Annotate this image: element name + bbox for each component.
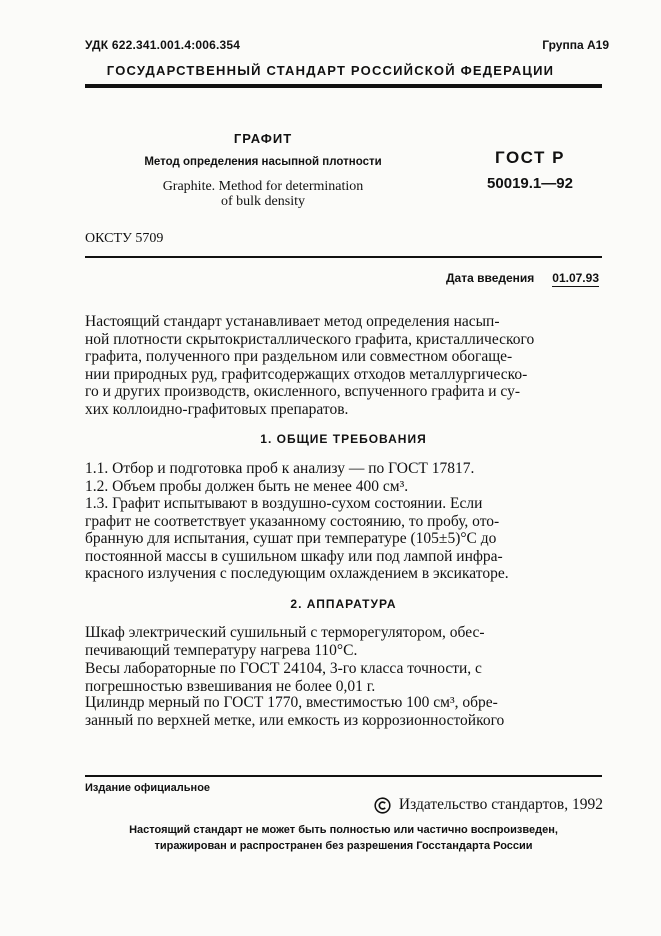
introduction-date-label: Дата введения (445, 271, 535, 285)
document-title: ГРАФИТ (233, 131, 293, 146)
top-rule (85, 84, 602, 88)
apparatus-paragraph-3: Цилиндр мерный по ГОСТ 1770, вместимостью 100 см³, обре- занный по верхней метке, или емкость из коррозионностойкого (85, 694, 505, 729)
copyright-icon (374, 797, 391, 814)
organization-heading: ГОСУДАРСТВЕННЫЙ СТАНДАРТ РОССИЙСКОЙ ФЕДЕРАЦИИ (106, 63, 555, 78)
section-1-text: 1.1. Отбор и подготовка проб к анализу — по ГОСТ 17817. 1.2. Объем пробы должен быть не менее 400 см³. 1.3. Графит испытывают в воздушно-сухом состоянии. Если графит не соответствует указанному состоянию, то пробу, ото- бранную для испытания, сушат при температуре (105±5)°С до постоянной массы в сушильном шкафу или под лампой инфра- красного излучения с последующим охлаждением в эксикаторе. (85, 460, 509, 582)
edition-label: Издание официальное (85, 782, 211, 794)
reproduction-notice: Настоящий стандарт не может быть полностью или частично воспроизведен, тиражирован и распространен без разрешения Госстандарта России (129, 824, 558, 852)
group-code: Группа А19 (542, 38, 609, 52)
middle-rule (85, 256, 602, 258)
udk-code: УДК 622.341.001.4:006.354 (85, 38, 241, 52)
gost-number: 50019.1—92 (487, 175, 573, 192)
gost-label: ГОСТ Р (495, 148, 565, 167)
copyright-line (374, 796, 603, 814)
introduction-date-value: 01.07.93 (552, 271, 599, 285)
subtitle-english: Graphite. Method for determination of bulk density (162, 179, 364, 209)
okstu-code: ОКСТУ 5709 (85, 231, 164, 246)
copyright-text: Издательство стандартов, 1992 (398, 796, 603, 813)
apparatus-paragraph-1: Шкаф электрический сушильный с терморегулятором, обес- печивающий температуру нагрева 110°С. (85, 624, 485, 659)
section-2-heading: 2. АППАРАТУРА (290, 597, 397, 611)
intro-paragraph: Настоящий стандарт устанавливает метод определения насып- ной плотности скрытокристаллического графита, кристаллического графита, полученного при раздельном или совместном обогаще- нии природных руд, графитсодержащих отходов металлургическо- го и других производств, окисленного, вспученного графита и су- хих коллоидно-графитовых препаратов. (85, 313, 535, 418)
bottom-rule (85, 775, 602, 777)
introduction-date (446, 271, 599, 285)
apparatus-paragraph-2: Весы лабораторные по ГОСТ 24104, 3-го класса точности, с погрешностью взвешивания не более 0,01 г. (85, 660, 482, 695)
section-1-heading: 1. ОБЩИЕ ТРЕБОВАНИЯ (260, 432, 427, 446)
subtitle-russian: Метод определения насыпной плотности (144, 156, 382, 168)
